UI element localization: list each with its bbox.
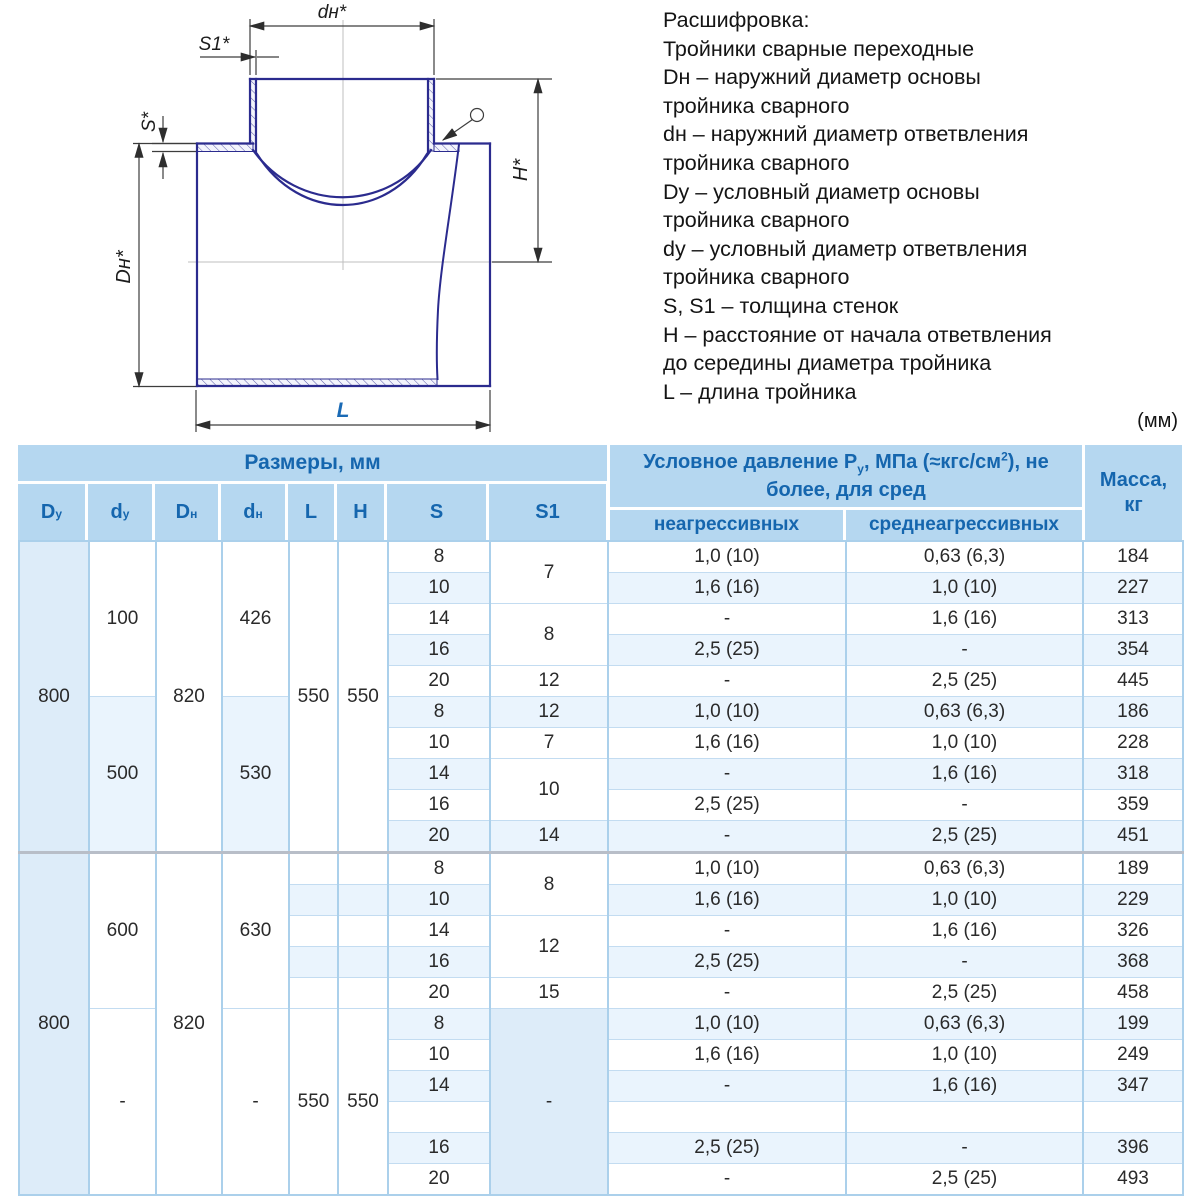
table-cell: 14 [388, 1071, 490, 1102]
table-cell: 1,6 (16) [608, 885, 846, 916]
table-cell: 227 [1083, 573, 1183, 604]
table-cell: 10 [388, 728, 490, 759]
table-cell: 1,0 (10) [608, 853, 846, 885]
table-cell: - [608, 1071, 846, 1102]
table-cell: 10 [388, 573, 490, 604]
table-cell [289, 853, 338, 885]
legend-line: S, S1 – толщина стенок [663, 293, 899, 318]
table-cell: 630 [222, 853, 289, 1009]
hatched-walls [197, 79, 459, 386]
legend-line: L – длина тройника [663, 379, 857, 404]
table-cell: - [490, 1009, 608, 1196]
legend-line: Тройники сварные переходные [663, 36, 975, 61]
legend-line: тройника сварного [663, 208, 850, 233]
table-cell: - [608, 916, 846, 947]
sizes-title: Размеры, мм [18, 445, 607, 481]
table-header [18, 445, 1182, 540]
table-row [19, 853, 1183, 885]
table-cell: 0,63 (6,3) [846, 697, 1083, 728]
table-cell: 14 [388, 916, 490, 947]
table-cell [338, 978, 388, 1009]
table-cell: - [608, 1164, 846, 1196]
table-cell: 228 [1083, 728, 1183, 759]
pressure-header-block [610, 445, 1082, 540]
table-cell: 8 [490, 604, 608, 666]
col-header-dn-outer: D н [155, 484, 218, 540]
legend-line: dу – условный диаметр ответвления [663, 236, 1028, 261]
table-cell: 2,5 (25) [846, 821, 1083, 853]
table-cell: 16 [388, 1133, 490, 1164]
pressure-title: Условное давление $P_у$, МПа $(\approx кгс/см^2)$, не более, для сред [610, 445, 1082, 507]
dimension-label-s: S* [139, 111, 160, 133]
col-header-dy-branch-cond: d у [88, 484, 152, 540]
col-header-s1: S1 [489, 484, 606, 540]
legend-line: H – расстояние от начала ответвления [663, 322, 1052, 347]
table-cell: 249 [1083, 1040, 1183, 1071]
table-cell: 0,63 (6,3) [846, 853, 1083, 885]
table-cell: - [846, 790, 1083, 821]
table-cell: 550 [289, 541, 338, 853]
table-cell: - [222, 1009, 289, 1196]
table-cell: 1,6 (16) [846, 759, 1083, 790]
table-cell: 8 [388, 1009, 490, 1040]
table-cell: 0,63 (6,3) [846, 541, 1083, 573]
dimension-label-h: H* [510, 158, 532, 182]
table-cell: 15 [490, 978, 608, 1009]
legend-line: Dн – наружний диаметр основы [663, 65, 981, 90]
dimension-label-l: L [336, 399, 350, 422]
col-header-s: S [387, 484, 486, 540]
table-cell: - [89, 1009, 156, 1196]
dimension-label-Dn: Dн* [113, 250, 135, 284]
table-cell: 2,5 (25) [608, 947, 846, 978]
table-cell: 2,5 (25) [608, 790, 846, 821]
table-cell: 2,5 (25) [608, 635, 846, 666]
table-cell: - [608, 978, 846, 1009]
table-cell: 12 [490, 666, 608, 697]
table-cell: 184 [1083, 541, 1183, 573]
table-cell [338, 947, 388, 978]
table-cell: - [608, 821, 846, 853]
table-cell: 451 [1083, 821, 1183, 853]
table-cell: 14 [490, 821, 608, 853]
table-cell: 7 [490, 728, 608, 759]
table-cell: 20 [388, 1164, 490, 1196]
table-cell: 445 [1083, 666, 1183, 697]
units-note: (мм) [1137, 410, 1178, 432]
legend-line: dн – наружний диаметр ответвления [663, 122, 1029, 147]
legend [663, 6, 1193, 406]
legend-line: тройника сварного [663, 265, 850, 290]
table-row [19, 541, 1183, 573]
table-cell [289, 916, 338, 947]
table-cell [338, 916, 388, 947]
table-cell: 16 [388, 635, 490, 666]
table-cell: 1,0 (10) [846, 728, 1083, 759]
table-cell: 2,5 (25) [846, 978, 1083, 1009]
table-cell: 1,6 (16) [608, 1040, 846, 1071]
table-cell: 820 [156, 541, 222, 853]
table-cell: - [608, 604, 846, 635]
table-cell: 800 [19, 541, 89, 853]
table-cell: 199 [1083, 1009, 1183, 1040]
spec-table [18, 445, 1182, 1196]
col-header-nonaggressive: неагрессивных [610, 510, 843, 540]
table-cell: 1,0 (10) [608, 697, 846, 728]
col-header-midaggressive: среднеагрессивных [846, 510, 1082, 540]
table-cell: 368 [1083, 947, 1183, 978]
table-cell: 1,6 (16) [846, 916, 1083, 947]
table-cell [388, 1102, 490, 1133]
table-cell: 20 [388, 821, 490, 853]
table-cell: 326 [1083, 916, 1183, 947]
table-cell: 1,6 (16) [608, 728, 846, 759]
legend-line: тройника сварного [663, 93, 850, 118]
table-cell: 20 [388, 666, 490, 697]
table-cell: 189 [1083, 853, 1183, 885]
spec-table-body [19, 541, 1183, 1195]
table-cell: 14 [388, 759, 490, 790]
table-cell: 347 [1083, 1071, 1183, 1102]
table-cell: 493 [1083, 1164, 1183, 1196]
table-cell: 12 [490, 697, 608, 728]
table-cell: 10 [490, 759, 608, 821]
sizes-header-block [18, 445, 607, 540]
table-cell: 2,5 (25) [846, 1164, 1083, 1196]
table-cell: 7 [490, 541, 608, 604]
table-cell: 1,0 (10) [846, 1040, 1083, 1071]
table-cell: 396 [1083, 1133, 1183, 1164]
table-cell [608, 1102, 846, 1133]
table-cell: 530 [222, 697, 289, 853]
table-cell: 2,5 (25) [846, 666, 1083, 697]
tee-drawing-svg [0, 0, 660, 440]
table-cell: 2,5 (25) [608, 1133, 846, 1164]
table-cell: 1,0 (10) [608, 1009, 846, 1040]
table-cell: - [608, 759, 846, 790]
table-cell: 550 [289, 1009, 338, 1196]
table-cell: 8 [388, 697, 490, 728]
table-cell: 1,6 (16) [846, 1071, 1083, 1102]
table-cell: 12 [490, 916, 608, 978]
table-cell: 458 [1083, 978, 1183, 1009]
table-cell: 14 [388, 604, 490, 635]
table-cell: 550 [338, 541, 388, 853]
table-cell: 20 [388, 978, 490, 1009]
table-cell: 16 [388, 790, 490, 821]
table-cell: - [846, 635, 1083, 666]
table-cell: - [846, 1133, 1083, 1164]
col-header-dy-cond: D у [18, 484, 85, 540]
spec-table-grid [18, 540, 1184, 1196]
table-cell: 426 [222, 541, 289, 697]
table-cell [846, 1102, 1083, 1133]
table-cell [289, 978, 338, 1009]
col-header-dn-branch-outer: d н [221, 484, 285, 540]
table-cell: 8 [388, 541, 490, 573]
table-cell: 1,6 (16) [846, 604, 1083, 635]
table-cell: 550 [338, 1009, 388, 1196]
table-cell: 1,0 (10) [846, 885, 1083, 916]
mass-header: Масса, кг [1085, 445, 1182, 540]
legend-line: до середины диаметра тройника [663, 351, 992, 376]
table-cell: 1,0 (10) [608, 541, 846, 573]
table-cell: 100 [89, 541, 156, 697]
table-cell: 186 [1083, 697, 1183, 728]
table-cell: 800 [19, 853, 89, 1196]
legend-line: Расшифровка: [663, 8, 810, 32]
legend-line: Dу – условный диаметр основы [663, 179, 980, 204]
table-cell: 359 [1083, 790, 1183, 821]
table-cell [1083, 1102, 1183, 1133]
dimension-label-dn: dн* [317, 2, 347, 23]
table-cell: 229 [1083, 885, 1183, 916]
table-cell: - [608, 666, 846, 697]
table-cell [289, 885, 338, 916]
dimension-label-s1: S1* [198, 34, 230, 55]
table-cell: 354 [1083, 635, 1183, 666]
table-cell: 1,6 (16) [608, 573, 846, 604]
technical-drawing [0, 0, 660, 440]
col-header-h: H [337, 484, 384, 540]
table-cell: 8 [388, 853, 490, 885]
col-header-l: L [288, 484, 334, 540]
table-cell: 313 [1083, 604, 1183, 635]
table-cell: 600 [89, 853, 156, 1009]
table-cell [338, 885, 388, 916]
table-cell: 16 [388, 947, 490, 978]
table-cell [289, 947, 338, 978]
table-cell: 8 [490, 853, 608, 916]
table-cell: 820 [156, 853, 222, 1196]
table-cell [338, 853, 388, 885]
table-cell: 500 [89, 697, 156, 853]
legend-line: тройника сварного [663, 150, 850, 175]
table-cell: 10 [388, 1040, 490, 1071]
table-cell: 10 [388, 885, 490, 916]
table-cell: 0,63 (6,3) [846, 1009, 1083, 1040]
table-cell: 1,0 (10) [846, 573, 1083, 604]
table-cell: 318 [1083, 759, 1183, 790]
table-cell: - [846, 947, 1083, 978]
